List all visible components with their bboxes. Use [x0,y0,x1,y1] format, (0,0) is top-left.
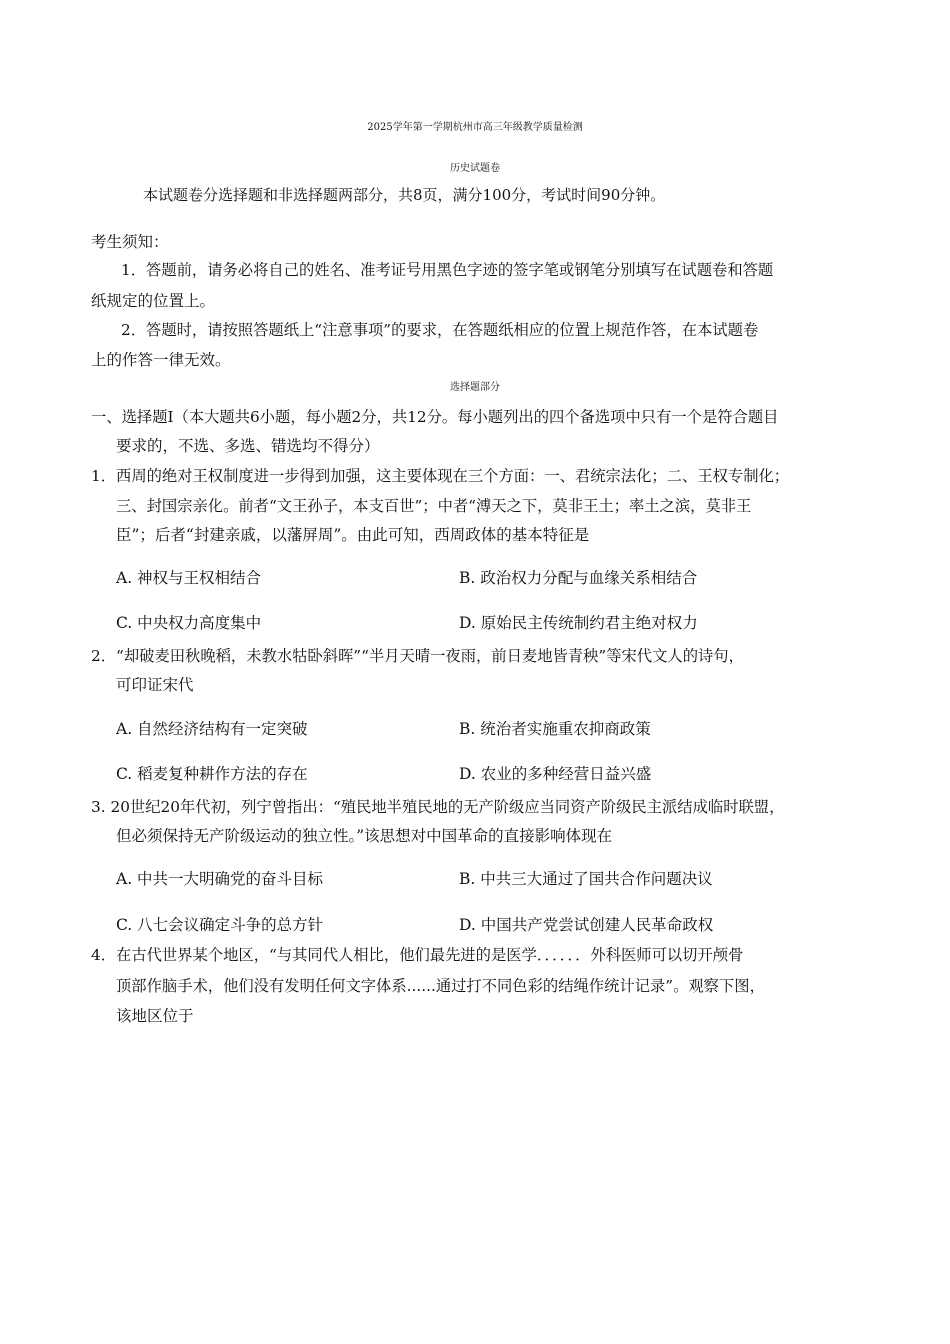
section-title: 选择题部分 [450,382,500,393]
question-3-option-c[interactable]: C. 八七会议确定斗争的总方针 [116,916,324,934]
question-2-option-d[interactable]: D. 农业的多种经营日益兴盛 [459,765,652,783]
question-1-option-d[interactable]: D. 原始民主传统制约君主绝对权力 [459,614,698,632]
question-2-line-1: 2．“却破麦田秋晚稻，未教水牯卧斜晖”“半月天晴一夜雨，前日麦地皆青秧”等宋代文人的诗句， [91,647,744,665]
question-1-option-a[interactable]: A. 神权与王权相结合 [116,569,262,587]
question-2-option-c[interactable]: C. 稻麦复种耕作方法的存在 [116,765,308,783]
section-heading-line-1: 一、选择题Ⅰ（本大题共6小题，每小题2分，共12分。每小题列出的四个备选项中只有一个是符合题目 [91,408,779,426]
question-3-line-1: 3. 20世纪20年代初，列宁曾指出：“殖民地半殖民地的无产阶级应当同资产阶级民主派结成临时联盟， [91,798,785,816]
question-4-line-3: 该地区位于 [116,1007,194,1025]
question-1-line-1: 1．西周的绝对王权制度进一步得到加强，这主要体现在三个方面：一、君统宗法化；二、王权专制化； [91,467,790,485]
question-3-option-d[interactable]: D. 中国共产党尝试创建人民革命政权 [459,916,714,934]
question-2-line-2: 可印证宋代 [116,676,194,694]
question-1-line-2: 三、封国宗亲化。前者“文王孙子，本支百世”；中者“溥天之下，莫非王土；率土之滨，莫非王 [116,497,752,515]
notice-item-1-line-2: 纸规定的位置上。 [91,292,216,310]
question-2-option-b[interactable]: B. 统治者实施重农抑商政策 [459,720,651,738]
subject-title: 历史试题卷 [450,163,500,174]
notice-label: 考生须知： [91,233,169,251]
notice-item-2-line-1: 2．答题时，请按照答题纸上“注意事项”的要求，在答题纸相应的位置上规范作答，在本试题卷 [121,321,759,339]
question-4-line-1: 4．在古代世界某个地区，“与其同代人相比，他们最先进的是医学．．．．．．外科医师可以切开颅骨 [91,946,744,964]
question-1-option-c[interactable]: C. 中央权力高度集中 [116,614,262,632]
notice-item-2-line-2: 上的作答一律无效。 [91,351,231,369]
question-3-line-2: 但必须保持无产阶级运动的独立性。”该思想对中国革命的直接影响体现在 [116,827,613,845]
question-1-line-3: 臣”；后者“封建亲戚，以藩屏周”。由此可知，西周政体的基本特征是 [116,526,590,544]
question-3-option-a[interactable]: A. 中共一大明确党的奋斗目标 [116,870,324,888]
exam-title: 2025学年第一学期杭州市高三年级教学质量检测 [367,122,583,133]
question-4-line-2: 顶部作脑手术，他们没有发明任何文字体系......通过打不同色彩的结绳作统计记录”。观察下图， [116,977,765,995]
question-1-option-b[interactable]: B. 政治权力分配与血缘关系相结合 [459,569,698,587]
exam-intro: 本试题卷分选择题和非选择题两部分，共8页，满分100分，考试时间90分钟。 [143,186,666,204]
question-3-option-b[interactable]: B. 中共三大通过了国共合作问题决议 [459,870,713,888]
notice-item-1-line-1: 1．答题前，请务必将自己的姓名、准考证号用黑色字迹的签字笔或钢笔分别填写在试题卷和答题 [121,261,774,279]
question-2-option-a[interactable]: A. 自然经济结构有一定突破 [116,720,308,738]
section-heading-line-2: 要求的，不选、多选、错选均不得分） [116,437,380,455]
